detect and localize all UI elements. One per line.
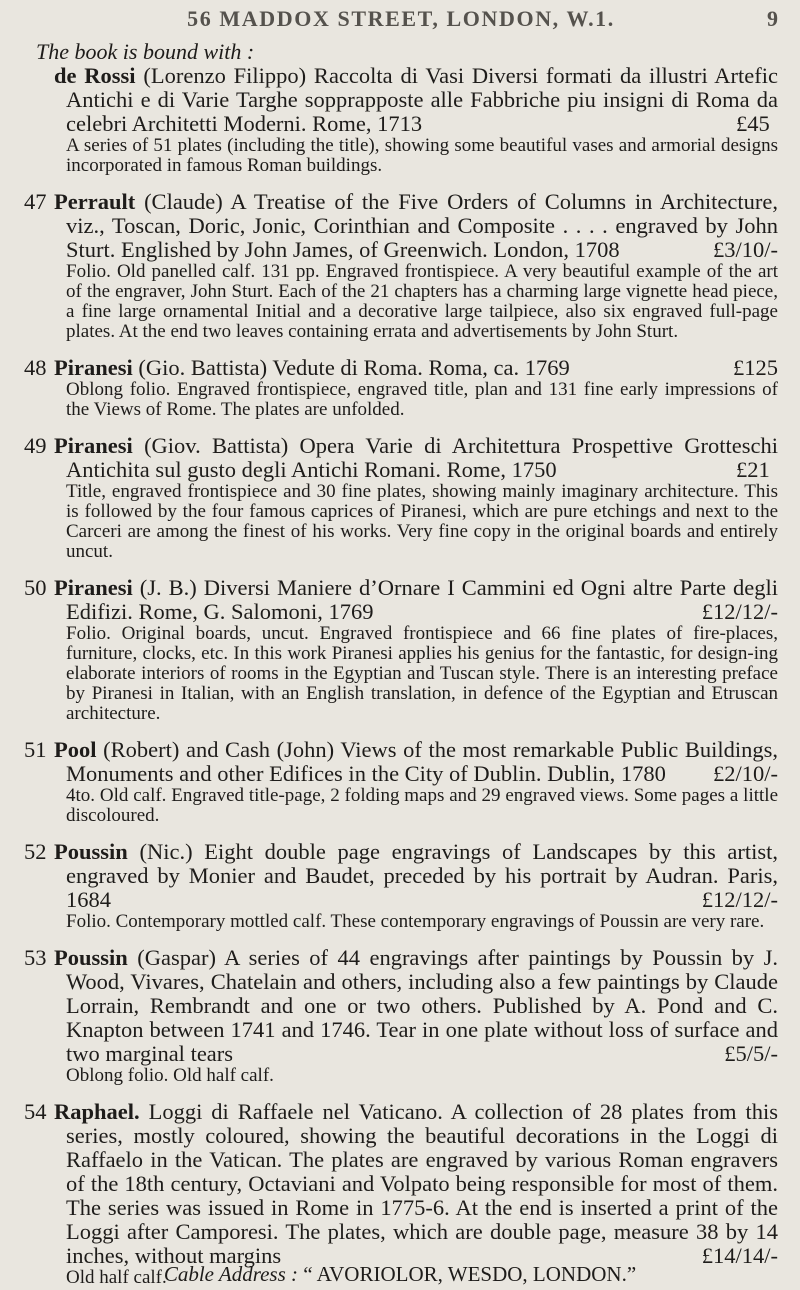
cable-address-value: “ AVORIOLOR, WESDO, LONDON.” <box>303 1262 637 1286</box>
entry-price: £2/10/- <box>713 761 778 786</box>
entry-description: Folio. Old panelled calf. 131 pp. Engraved frontispiece. A very beautiful example of the art of the engraver, John Sturt. Each of the 21 chapters has a charming large vignette head piece, a fine large ornamental Initial and a decorative large tailpiece, also six engraved full-page plates. At the end two leaves containing errata and advertisements by John Sturt. <box>66 261 778 342</box>
catalogue-entry-46 <box>24 64 778 176</box>
entry-title-line <box>24 738 778 786</box>
catalogue-entry-47 <box>24 190 778 342</box>
entry-number: 49 <box>24 433 47 458</box>
entry-price: £12/12/- <box>701 599 778 624</box>
entry-description: Oblong folio. Old half calf. <box>66 1065 274 1086</box>
entry-description: Folio. Contemporary mottled calf. These contemporary engravings of Poussin are very rare. <box>66 911 765 932</box>
entry-title: (Lorenzo Filippo) Raccolta di Vasi Diversi formati da illustri Artefic Antichi e di Varie Targhe sopprapposte alle Fabbriche piu insigni di Roma da celebri Architetti Moderni. Rome, 1713 <box>66 63 779 136</box>
entry-title: (Claude) A Treatise of the Five Orders of Columns in Architecture, viz., Toscan, Doric, Jonic, Corinthian and Composite . . . . engraved by John Sturt. Englished by John James, of Greenwich. London, 1708 <box>66 189 778 262</box>
entry-title-line <box>24 356 778 380</box>
entry-author: Piranesi <box>54 355 133 380</box>
entry-author: Piranesi <box>54 575 133 600</box>
cable-address-label: Cable Address : <box>163 1262 299 1286</box>
catalogue-entry-49 <box>24 434 778 562</box>
entry-price: £5/5/- <box>724 1041 778 1066</box>
entry-title: (Gaspar) A series of 44 engravings after paintings by Poussin by J. Wood, Vivares, Chatelain and others, including also a few paintings by Claude Lorrain, Rembrandt and one or two others. Published by A. Pond and C. Knapton between 1741 and 1746. Tear in one plate without loss of surface and two marginal tears <box>66 945 779 1066</box>
entry-price: £12/12/- <box>701 887 778 912</box>
entry-title-line <box>24 840 778 912</box>
entry-description: 4to. Old calf. Engraved title-page, 2 folding maps and 29 engraved views. Some pages a little discoloured. <box>66 785 778 826</box>
entry-number: 52 <box>24 839 47 864</box>
entry-title-line: 49 Piranesi (Giov. Battista) Opera Varie di Architettura Prospettive Grotteschi Antichita sul gusto degli Antichi Romani. Rome, 1750 £21 <box>24 433 779 482</box>
entry-number: 47 <box>24 189 47 214</box>
entry-title: (J. B.) Diversi Maniere d’Ornare I Cammini ed Ogni altre Parte degli Edifizi. Rome, G. Salomoni, 1769 <box>66 575 778 624</box>
page-header <box>24 0 778 40</box>
entry-price: £14/14/- <box>701 1243 778 1268</box>
catalogue-entry-53 <box>24 946 778 1086</box>
entry-description: A series of 51 plates (including the title), showing some beautiful vases and armorial designs incorporated in famous Roman buildings. <box>66 135 778 176</box>
entry-title: (Gio. Battista) Vedute di Roma. Roma, ca. 1769 <box>138 355 570 380</box>
entry-price: £125 <box>733 355 778 380</box>
entry-author: Piranesi <box>54 433 133 458</box>
entry-title-line <box>24 1100 778 1268</box>
entry-author: Raphael. <box>54 1099 140 1124</box>
catalogue-entry-50 <box>24 576 778 724</box>
entry-title: (Nic.) Eight double page engravings of Landscapes by this artist, engraved by Monier and Baudet, preceded by his portrait by Audran. Paris, 1684 <box>66 839 778 912</box>
entry-title-line: de Rossi (Lorenzo Filippo) Raccolta di Vasi Diversi formati da illustri Artefic Antichi e di Varie Targhe sopprapposte alle Fabbriche piu insigni di Roma da celebri Architetti Moderni. Rome, 1713 £45 <box>54 63 779 136</box>
cable-address <box>0 1262 800 1287</box>
entry-list <box>24 64 778 1288</box>
entry-number: 54 <box>24 1099 47 1124</box>
entry-author: Pool <box>54 737 97 762</box>
entry-author: Poussin <box>54 839 128 864</box>
entry-title-line <box>24 190 778 262</box>
entry-title: Loggi di Raffaele nel Vaticano. A collection of 28 plates from this series, mostly coloured, showing the beautiful decorations in the Loggi di Raffaelo in the Vatican. The plates are engraved by various Roman engravers of the 18th century, Octaviani and Volpato being responsible for most of them. The series was issued in Rome in 1775-6. At the end is inserted a print of the Loggi after Camporesi. The plates, which are double page, measure 38 by 14 inches, without margins <box>66 1099 779 1268</box>
header-address: 56 MADDOX STREET, LONDON, W.1. <box>187 6 615 31</box>
entry-number: 48 <box>24 355 47 380</box>
entry-description: Oblong folio. Engraved frontispiece, engraved title, plan and 131 fine early impressions of the Views of Rome. The plates are unfolded. <box>66 379 778 420</box>
entry-title-line <box>24 576 778 624</box>
intro-note: The book is bound with : <box>36 39 255 64</box>
entry-number: 50 <box>24 575 47 600</box>
catalogue-entry-48 <box>24 356 778 420</box>
entry-author: de Rossi <box>54 63 136 88</box>
entry-number: 51 <box>24 737 47 762</box>
entry-number: 53 <box>24 945 47 970</box>
catalogue-entry-54 <box>24 1100 778 1288</box>
entry-description: Title, engraved frontispiece and 30 fine plates, showing mainly imaginary architecture. This is followed by the four famous caprices of Piranesi, which are pure etchings and next to the Carceri are among the finest of his works. Very fine copy in the original boards and entirely uncut. <box>66 481 778 562</box>
entry-title-line <box>24 946 778 1066</box>
entry-title: (Robert) and Cash (John) Views of the most remarkable Public Buildings, Monuments and other Edifices in the City of Dublin. Dublin, 1780 <box>66 737 778 786</box>
catalogue-entry-51 <box>24 738 778 826</box>
entry-description: Folio. Original boards, uncut. Engraved frontispiece and 66 fine plates of fire-places, furniture, clocks, etc. In this work Piranesi applies his genius for the fantastic, for design-ing elaborate interiors of rooms in the Egyptian and Tuscan style. There is an interesting preface by Piranesi in Italian, with an English translation, in defence of the Egyptian and Etruscan architecture. <box>66 623 778 724</box>
entry-author: Perrault <box>54 189 136 214</box>
entry-author: Poussin <box>54 945 128 970</box>
page-number: 9 <box>767 6 778 31</box>
entry-description: Old half calf. <box>66 1267 167 1288</box>
entry-title: (Giov. Battista) Opera Varie di Architettura Prospettive Grotteschi Antichita sul gusto degli Antichi Romani. Rome, 1750 <box>66 433 779 482</box>
entry-price: £3/10/- <box>713 237 778 262</box>
catalogue-entry-52 <box>24 840 778 932</box>
